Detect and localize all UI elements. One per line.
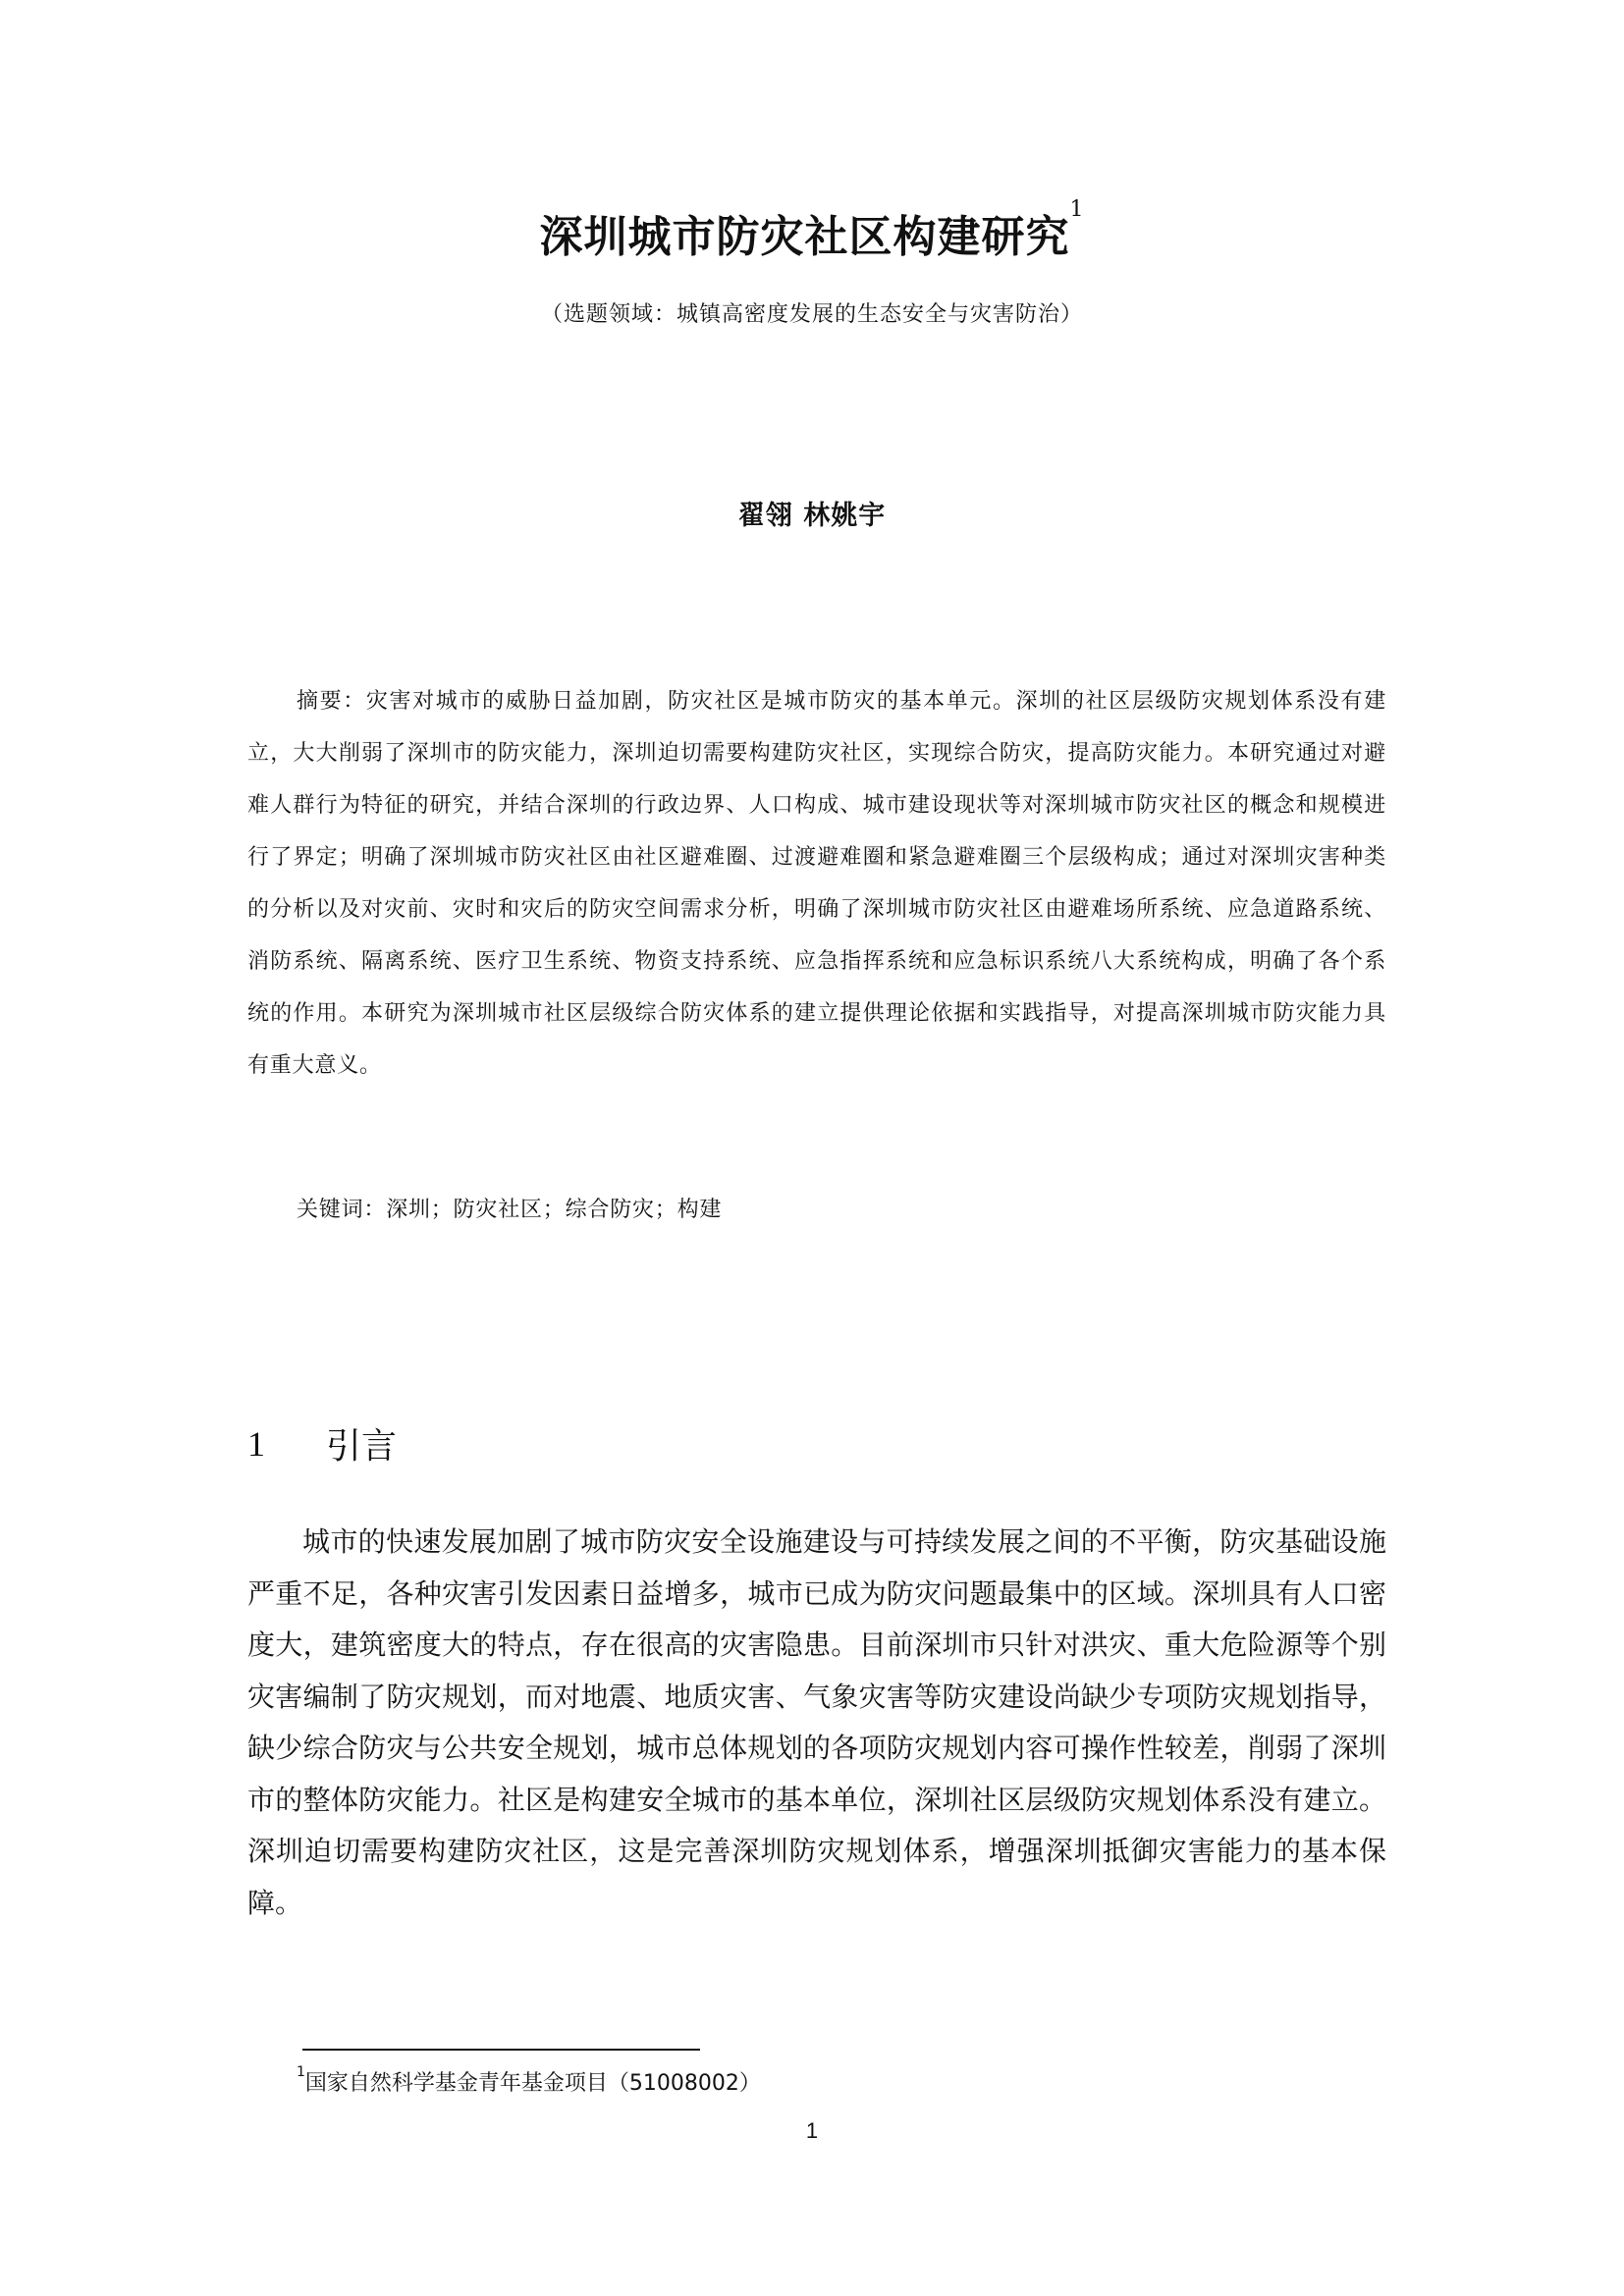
title-footnote-mark: 1 bbox=[1069, 197, 1085, 222]
page-number: 1 bbox=[805, 2118, 819, 2143]
section-number: 1 bbox=[247, 1423, 265, 1464]
paper-title bbox=[0, 197, 1624, 264]
authors: 翟翎 林姚宇 bbox=[737, 501, 887, 531]
footnote bbox=[297, 2066, 761, 2097]
topic-area-subtitle: （选题领域：城镇高密度发展的生态安全与灾害防治） bbox=[540, 302, 1083, 327]
section-title: 引言 bbox=[326, 1426, 398, 1467]
paper-title-text: 深圳城市防灾社区构建研究 bbox=[539, 212, 1070, 262]
section-body-paragraph: 城市的快速发展加剧了城市防灾安全设施建设与可持续发展之间的不平衡，防灾基础设施严重不足，各种灾害引发因素日益增多，城市已成为防灾问题最集中的区域。深圳具有人口密度大，建筑密度大的特点，存在很高的灾害隐患。目前深圳市只针对洪灾、重大危险源等个别灾害编制了防灾规划，而对地震、地质灾害、气象灾害等防灾建设尚缺少专项防灾规划指导，缺少综合防灾与公共安全规划，城市总体规划的各项防灾规划内容可操作性较差，削弱了深圳市的整体防灾能力。社区是构建安全城市的基本单位，深圳社区层级防灾规划体系没有建立。深圳迫切需要构建防灾社区，这是完善深圳防灾规划体系，增强深圳抵御灾害能力的基本保障。 bbox=[247, 1525, 1386, 1919]
section-heading bbox=[247, 1418, 397, 1468]
footnote-separator bbox=[302, 2049, 700, 2051]
keywords: 关键词：深圳；防灾社区；综合防灾；构建 bbox=[297, 1198, 723, 1222]
footnote-mark: 1 bbox=[297, 2064, 305, 2080]
abstract: 摘要：灾害对城市的威胁日益加剧，防灾社区是城市防灾的基本单元。深圳的社区层级防灾规划体系没有建立，大大削弱了深圳市的防灾能力，深圳迫切需要构建防灾社区，实现综合防灾，提高防灾能力。本研究通过对避难人群行为特征的研究，并结合深圳的行政边界、人口构成、城市建设现状等对深圳城市防灾社区的概念和规模进行了界定；明确了深圳城市防灾社区由社区避难圈、过渡避难圈和紧急避难圈三个层级构成；通过对深圳灾害种类的分析以及对灾前、灾时和灾后的防灾空间需求分析，明确了深圳城市防灾社区由避难场所系统、应急道路系统、消防系统、隔离系统、医疗卫生系统、物资支持系统、应急指挥系统和应急标识系统八大系统构成，明确了各个系统的作用。本研究为深圳城市社区层级综合防灾体系的建立提供理论依据和实践指导，对提高深圳城市防灾能力具有重大意义。 bbox=[247, 689, 1386, 1078]
footnote-text: 国家自然科学基金青年基金项目（51008002） bbox=[304, 2071, 761, 2096]
